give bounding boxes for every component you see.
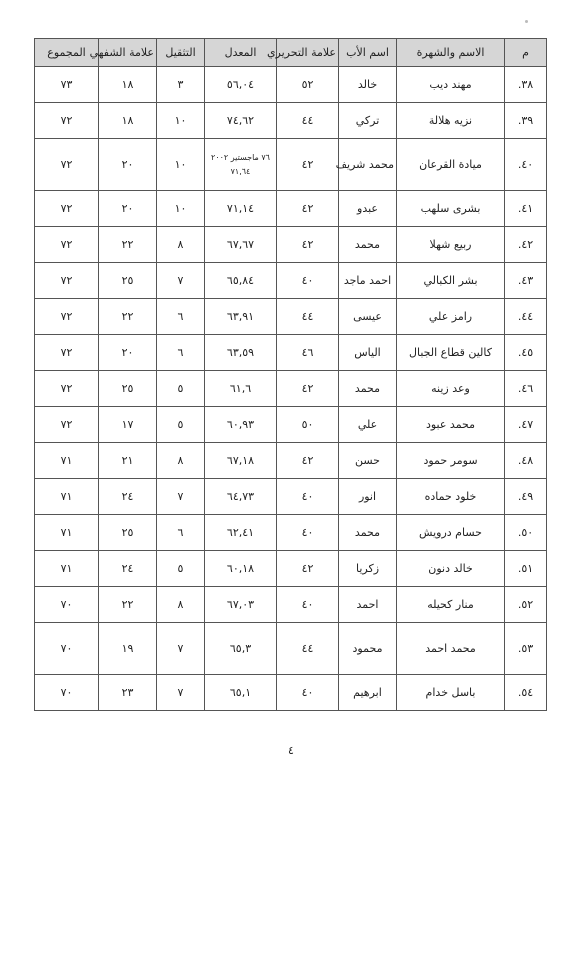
cell-father: محمد xyxy=(339,371,397,407)
cell-average xyxy=(205,139,277,191)
cell-written: ٤٢ xyxy=(277,443,339,479)
cell-average: ٦٧,٠٣ xyxy=(205,587,277,623)
cell-weight: ٥ xyxy=(157,407,205,443)
cell-num: ٤٩. xyxy=(505,479,547,515)
cell-name: بشر الكبالي xyxy=(397,263,505,299)
cell-written: ٤٤ xyxy=(277,103,339,139)
cell-name: كالين قطاع الجبال xyxy=(397,335,505,371)
cell-oral: ٢٠ xyxy=(99,139,157,191)
cell-num: ٣٩. xyxy=(505,103,547,139)
cell-num: ٥٢. xyxy=(505,587,547,623)
cell-average: ٧٤,٦٢ xyxy=(205,103,277,139)
cell-weight: ٦ xyxy=(157,515,205,551)
cell-weight: ١٠ xyxy=(157,139,205,191)
cell-name: محمد عبود xyxy=(397,407,505,443)
cell-oral: ٢٤ xyxy=(99,479,157,515)
cell-weight: ٨ xyxy=(157,227,205,263)
cell-name: منار كحيله xyxy=(397,587,505,623)
cell-written: ٤٢ xyxy=(277,227,339,263)
col-header-average: المعدل xyxy=(205,39,277,67)
cell-num: ٤٦. xyxy=(505,371,547,407)
cell-total: ٧٢ xyxy=(35,139,99,191)
table-row xyxy=(35,139,547,191)
cell-num: ٤٠. xyxy=(505,139,547,191)
cell-oral: ٢٥ xyxy=(99,515,157,551)
cell-total: ٧٢ xyxy=(35,335,99,371)
cell-num: ٥٤. xyxy=(505,675,547,711)
table-row xyxy=(35,67,547,103)
cell-father: حسن xyxy=(339,443,397,479)
cell-written: ٥٠ xyxy=(277,407,339,443)
cell-father: محمد xyxy=(339,515,397,551)
table-row xyxy=(35,299,547,335)
cell-written: ٤٠ xyxy=(277,675,339,711)
cell-weight: ٦ xyxy=(157,299,205,335)
table-row xyxy=(35,587,547,623)
cell-written: ٤٠ xyxy=(277,587,339,623)
cell-oral: ٢٥ xyxy=(99,371,157,407)
table-row xyxy=(35,335,547,371)
table-row xyxy=(35,551,547,587)
cell-written: ٥٢ xyxy=(277,67,339,103)
cell-average: ٧١,١٤ xyxy=(205,191,277,227)
cell-father: زكريا xyxy=(339,551,397,587)
cell-name: رامز علي xyxy=(397,299,505,335)
cell-weight: ٦ xyxy=(157,335,205,371)
cell-average: ٦٧,٦٧ xyxy=(205,227,277,263)
cell-father: تركي xyxy=(339,103,397,139)
cell-father: محمد xyxy=(339,227,397,263)
cell-oral: ٢٤ xyxy=(99,551,157,587)
cell-weight: ١٠ xyxy=(157,191,205,227)
cell-num: ٤٤. xyxy=(505,299,547,335)
cell-total: ٧٢ xyxy=(35,227,99,263)
cell-father: عيسى xyxy=(339,299,397,335)
cell-weight: ٧ xyxy=(157,623,205,675)
cell-average: ٦٥,١ xyxy=(205,675,277,711)
cell-total: ٧١ xyxy=(35,551,99,587)
table-row xyxy=(35,263,547,299)
table-row xyxy=(35,191,547,227)
cell-total: ٧٠ xyxy=(35,623,99,675)
cell-weight: ١٠ xyxy=(157,103,205,139)
cell-father: خالد xyxy=(339,67,397,103)
cell-weight: ٧ xyxy=(157,675,205,711)
cell-average: ٦١,٦ xyxy=(205,371,277,407)
cell-num: ٤٥. xyxy=(505,335,547,371)
table-row xyxy=(35,371,547,407)
results-table xyxy=(34,38,547,711)
cell-average: ٦٤,٧٣ xyxy=(205,479,277,515)
cell-father: علي xyxy=(339,407,397,443)
table-row xyxy=(35,407,547,443)
cell-written: ٤٢ xyxy=(277,371,339,407)
cell-oral: ١٩ xyxy=(99,623,157,675)
col-header-num: م xyxy=(505,39,547,67)
cell-oral: ١٧ xyxy=(99,407,157,443)
cell-average: ٦٥,٨٤ xyxy=(205,263,277,299)
average-note-line: ٧٦ ماجستير ٢٠٠٢ xyxy=(211,152,270,162)
cell-written: ٤٦ xyxy=(277,335,339,371)
cell-num: ٤٨. xyxy=(505,443,547,479)
cell-written: ٤٠ xyxy=(277,263,339,299)
cell-name: خلود حماده xyxy=(397,479,505,515)
cell-oral: ٢٢ xyxy=(99,299,157,335)
cell-average: ٦٣,٥٩ xyxy=(205,335,277,371)
cell-oral: ٢٢ xyxy=(99,587,157,623)
cell-num: ٥١. xyxy=(505,551,547,587)
cell-name: وعد زينه xyxy=(397,371,505,407)
cell-average: ٦٢,٤١ xyxy=(205,515,277,551)
cell-father: احمد xyxy=(339,587,397,623)
cell-written: ٤٢ xyxy=(277,551,339,587)
cell-oral: ٢٠ xyxy=(99,191,157,227)
cell-written: ٤٠ xyxy=(277,515,339,551)
cell-oral: ١٨ xyxy=(99,67,157,103)
cell-name: بشرى سلهب xyxy=(397,191,505,227)
cell-average: ٦٧,١٨ xyxy=(205,443,277,479)
cell-weight: ٨ xyxy=(157,587,205,623)
cell-total: ٧٣ xyxy=(35,67,99,103)
cell-average: ٦٥,٣ xyxy=(205,623,277,675)
table-row xyxy=(35,443,547,479)
cell-father: عبدو xyxy=(339,191,397,227)
header-row xyxy=(35,39,547,67)
cell-average: ٦٣,٩١ xyxy=(205,299,277,335)
scan-speck xyxy=(525,20,528,23)
cell-name: سومر حمود xyxy=(397,443,505,479)
table-row xyxy=(35,675,547,711)
cell-total: ٧٢ xyxy=(35,191,99,227)
cell-average: ٦٠,٩٣ xyxy=(205,407,277,443)
cell-written: ٤٠ xyxy=(277,479,339,515)
cell-weight: ٥ xyxy=(157,551,205,587)
cell-name: باسل خدام xyxy=(397,675,505,711)
cell-weight: ٥ xyxy=(157,371,205,407)
cell-weight: ٣ xyxy=(157,67,205,103)
cell-name: مهند ديب xyxy=(397,67,505,103)
cell-father: الياس xyxy=(339,335,397,371)
col-header-written: علامة التحريري xyxy=(277,39,339,67)
cell-written: ٤٤ xyxy=(277,299,339,335)
page-number: ٤ xyxy=(288,744,294,757)
table-row xyxy=(35,623,547,675)
table-row xyxy=(35,227,547,263)
col-header-name: الاسم والشهرة xyxy=(397,39,505,67)
cell-total: ٧٢ xyxy=(35,103,99,139)
cell-total: ٧٢ xyxy=(35,407,99,443)
col-header-total: المجموع xyxy=(35,39,99,67)
cell-weight: ٧ xyxy=(157,479,205,515)
cell-average: ٥٦,٠٤ xyxy=(205,67,277,103)
average-value-line: ٧١,٦٤ xyxy=(230,166,251,176)
cell-oral: ٢٣ xyxy=(99,675,157,711)
cell-total: ٧١ xyxy=(35,515,99,551)
cell-num: ٤١. xyxy=(505,191,547,227)
cell-oral: ٢٠ xyxy=(99,335,157,371)
table-row xyxy=(35,103,547,139)
cell-written: ٤٢ xyxy=(277,191,339,227)
cell-num: ٣٨. xyxy=(505,67,547,103)
cell-father: انور xyxy=(339,479,397,515)
table-row xyxy=(35,515,547,551)
cell-num: ٤٢. xyxy=(505,227,547,263)
cell-oral: ٢٥ xyxy=(99,263,157,299)
cell-name: خالد دنون xyxy=(397,551,505,587)
cell-total: ٧٠ xyxy=(35,675,99,711)
cell-num: ٤٣. xyxy=(505,263,547,299)
cell-name: ميادة القرعان xyxy=(397,139,505,191)
cell-total: ٧٢ xyxy=(35,371,99,407)
cell-father: محمود xyxy=(339,623,397,675)
cell-written: ٤٢ xyxy=(277,139,339,191)
cell-written: ٤٤ xyxy=(277,623,339,675)
cell-total: ٧٢ xyxy=(35,263,99,299)
cell-name: محمد احمد xyxy=(397,623,505,675)
col-header-father: اسم الأب xyxy=(339,39,397,67)
cell-oral: ١٨ xyxy=(99,103,157,139)
cell-name: ربيع شهلا xyxy=(397,227,505,263)
cell-father: ابرهيم xyxy=(339,675,397,711)
cell-weight: ٨ xyxy=(157,443,205,479)
cell-name: نزيه هلالة xyxy=(397,103,505,139)
cell-oral: ٢٢ xyxy=(99,227,157,263)
cell-num: ٤٧. xyxy=(505,407,547,443)
cell-total: ٧٢ xyxy=(35,299,99,335)
cell-total: ٧١ xyxy=(35,479,99,515)
cell-oral: ٢١ xyxy=(99,443,157,479)
col-header-weight: التثقيل xyxy=(157,39,205,67)
col-header-oral: علامة الشفهي xyxy=(99,39,157,67)
cell-total: ٧١ xyxy=(35,443,99,479)
cell-father: احمد ماجد xyxy=(339,263,397,299)
table-row xyxy=(35,479,547,515)
cell-num: ٥٣. xyxy=(505,623,547,675)
cell-num: ٥٠. xyxy=(505,515,547,551)
cell-weight: ٧ xyxy=(157,263,205,299)
cell-father: محمد شريف xyxy=(339,139,397,191)
cell-name: حسام درويش xyxy=(397,515,505,551)
cell-average: ٦٠,١٨ xyxy=(205,551,277,587)
cell-total: ٧٠ xyxy=(35,587,99,623)
